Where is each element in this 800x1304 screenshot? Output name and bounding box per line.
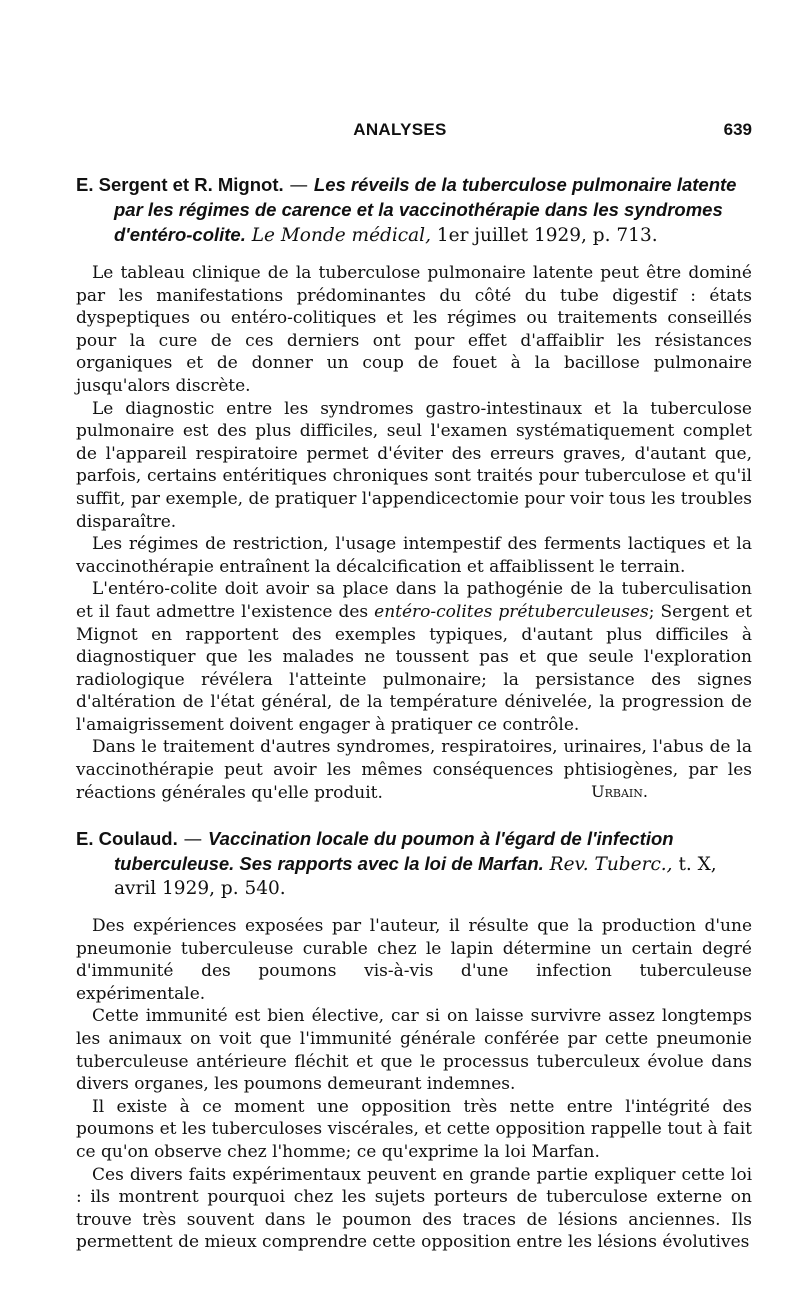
page-number: 639: [723, 120, 752, 139]
paragraph: Ces divers faits expérimentaux peuvent en grande partie expliquer cette loi : ils montrent pourquoi chez les sujets porteurs de tuberculose externe on trouve très souvent dans le poumon des traces de lésions anciennes. Ils permettent de mieux comprendre cette opposition entre les lésions évolutives: [76, 1164, 752, 1253]
abstract-body: [76, 915, 752, 1254]
article-title: Vaccination locale du poumon à l'égard de l'infection tuberculeuse. Ses rapports avec la loi de Marfan.: [114, 828, 674, 874]
heading-dash: —: [283, 175, 314, 196]
paragraph: Le tableau clinique de la tuberculose pulmonaire latente peut être dominé par les manifestations prédominantes du côté du tube digestif : états dyspeptiques ou entéro-colitiques et les régimes ou traitements conseillés pour la cure de ces derniers ont pour effet d'affaiblir les résistances organiques et de donner un coup de fouet à la bacillose pulmonaire jusqu'alors discrète.: [76, 263, 752, 396]
paragraph-text: L'entéro-colite doit avoir sa place dans la pathogénie de la tuberculisation et il faut admettre l'existence des: [76, 579, 752, 622]
paragraph: Les régimes de restriction, l'usage intempestif des ferments lactiques et la vaccinothérapie entraînent la décalcification et affaiblissent le terrain.: [76, 534, 752, 577]
paragraph: Dans le traitement d'autres syndromes, respiratoires, urinaires, l'abus de la vaccinothérapie peut avoir les mêmes conséquences phtisiogènes, par les réactions générales qu'elle produit.: [76, 737, 752, 803]
article-title: Les réveils de la tuberculose pulmonaire latente par les régimes de carence et la vaccinothérapie dans les syndromes d'entéro-colite.: [114, 174, 737, 245]
paragraph: Cette immunité est bien élective, car si on laisse survivre assez longtemps les animaux on voit que l'immunité générale conférée par cette pneumonie tuberculeuse antérieure fléchit et que le processus tuberculeux évolue dans divers organes, les poumons demeurant indemnes.: [76, 1006, 752, 1095]
authors: E. Coulaud.: [76, 828, 178, 849]
abstract-entry: [76, 827, 752, 1254]
heading-dash: —: [177, 829, 209, 850]
paragraph-text: ; Sergent et Mignot en rapportent des exemples typiques, d'autant plus difficiles à diagnostiquer que les malades ne toussent pas et que seule l'exploration radiologique révélera l'atteinte pulmonaire; la persistance des signes d'altération de l'état général, de la température dénivelée, la progression de l'amaigrissement doivent engager à pratiquer ce contrôle.: [76, 601, 752, 735]
reviewer-signature: Urbain.: [591, 782, 648, 802]
citation-details: 1er juillet 1929, p. 713.: [430, 225, 658, 246]
paragraph: Le diagnostic entre les syndromes gastro-intestinaux et la tuberculose pulmonaire est des plus difficiles, seul l'examen systématiquement complet de l'appareil respiratoire permet d'éviter des erreurs graves, d'autant que, parfois, certains entéritiques chroniques sont traités pour tuberculose et qu'il suffit, par exemple, de pratiquer l'appendicectomie pour voir tous les troubles disparaître.: [76, 398, 752, 532]
paragraph: Des expériences exposées par l'auteur, il résulte que la production d'une pneumonie tuberculeuse curable chez le lapin détermine un certain degré d'immunité des poumons vis-à-vis d'une infection tuberculeuse expérimentale.: [76, 916, 752, 1004]
journal-name: Le Monde médical,: [251, 225, 431, 246]
abstract-body: [76, 262, 752, 804]
abstract-entry: [76, 173, 752, 804]
citation-details: t. X, avril 1929, p. 540.: [114, 854, 717, 899]
paragraph: Il existe à ce moment une opposition très nette entre l'intégrité des poumons et les tuberculoses viscérales, et cette opposition rappelle tout à fait ce qu'on observe chez l'homme; ce qu'exprime la loi Marfan.: [76, 1096, 752, 1162]
running-head: [0, 120, 800, 142]
reference-heading: [76, 827, 752, 901]
reference-heading: [76, 173, 752, 248]
italic-term: entéro-colites prétuberculeuses: [374, 601, 649, 622]
journal-name: Rev. Tuberc.,: [549, 854, 673, 875]
running-title: ANALYSES: [353, 120, 447, 139]
authors: E. Sergent et R. Mignot.: [76, 174, 284, 195]
paragraph: [76, 578, 752, 736]
